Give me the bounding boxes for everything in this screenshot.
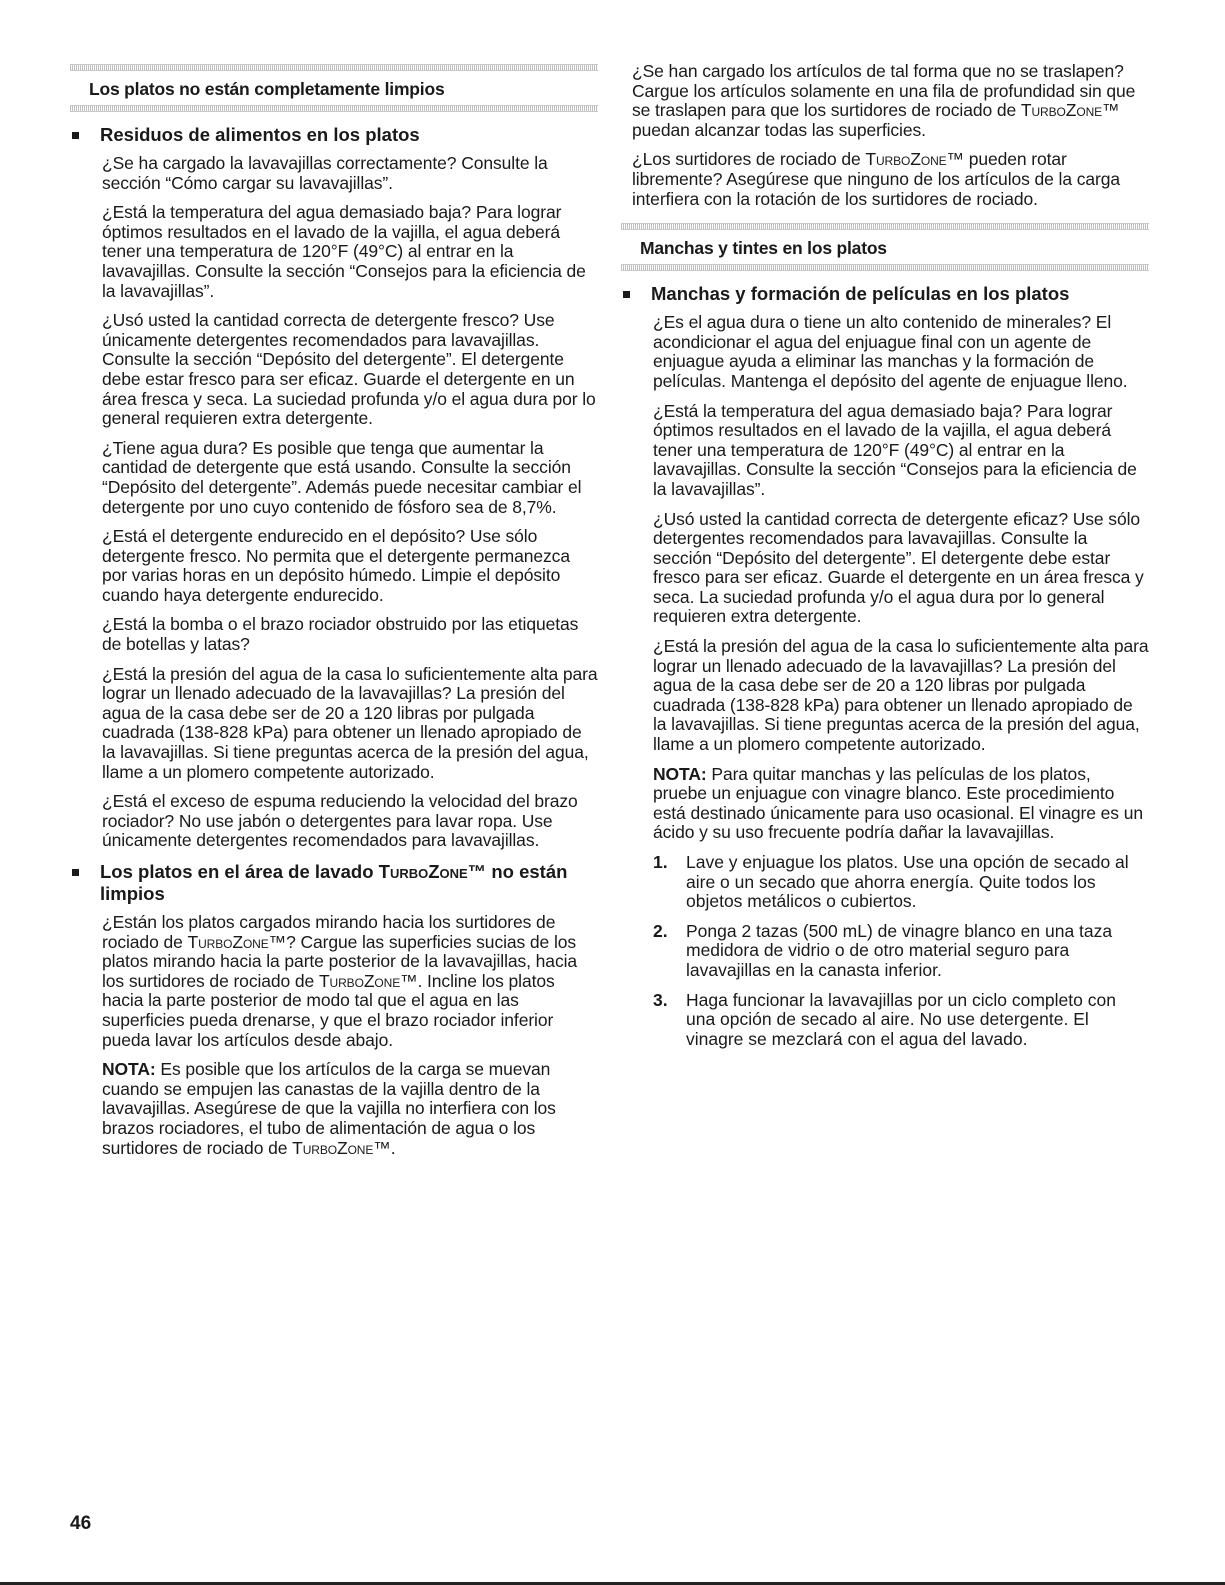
step-item	[653, 991, 1149, 1050]
note-label: NOTA:	[102, 1059, 156, 1080]
brand-name: TurboZone™	[292, 1137, 391, 1158]
step-item	[653, 853, 1149, 912]
section-not-clean	[70, 64, 598, 112]
text-run: . Incline los platos hacia la parte posterior de modo tal que el agua en las superficies pueda drenarse, y que el brazo rociador inferior pueda lavar los artículos desde abajo.	[102, 970, 555, 1050]
section-rule-top	[70, 64, 598, 71]
section-rule-top	[621, 223, 1149, 230]
paragraph: ¿Es el agua dura o tiene un alto contenido de minerales? El acondicionar el agua del enjuague final con un agente de enjuague ayuda a eliminar las manchas y la formación de películas. Mantenga el depósito del agente de enjuague lleno.	[653, 312, 1128, 391]
paragraph	[102, 913, 598, 1050]
text-run: Es posible que los artículos de la carga se muevan cuando se empujen las canastas de la vajilla dentro de la lavavajillas. Asegúrese de que la vajilla no interfiera con los brazos rociadores, el tubo de alimentación de agua o los surtidores de rociado de	[102, 1059, 556, 1158]
right-column	[621, 62, 1149, 1059]
section-title: Manchas y tintes en los platos	[640, 238, 887, 259]
step-text: Haga funcionar la lavavajillas por un ciclo completo con una opción de secado al aire. No use detergente. El vinagre se mezclará con el agua del lavado.	[686, 989, 1116, 1049]
brand-name: TurboZone™	[318, 970, 418, 991]
paragraph: ¿Usó usted la cantidad correcta de detergente eficaz? Use sólo detergentes recomendados para lavavajillas. Consulte la sección “Depósito del detergente”. El detergente debe estar fresco para ser eficaz. Guarde el detergente en un área fresca y seca. La suciedad profunda y/o el agua dura por lo general requieren extra detergente.	[653, 508, 1144, 627]
text-run: ¿Se han cargado los artículos de tal forma que no se traslapen? Cargue los artículos solamente en una fila de profundidad sin que se traslapen para que los surtidores de rociado de	[632, 61, 1136, 121]
text-run: Para quitar manchas y las películas de los platos, pruebe un enjuague con vinagre blanco. Este procedimiento está destinado únicamente para uso ocasional. El vinagre es un ácido y su uso frecuente podría dañar la lavavajillas.	[653, 763, 1143, 843]
text-run: .	[390, 1137, 396, 1158]
paragraph: ¿Se ha cargado la lavavajillas correctamente? Consulte la sección “Cómo cargar su lavavajillas”.	[102, 153, 548, 193]
page-number: 46	[70, 1513, 92, 1534]
brand-name: TurboZone™	[378, 861, 487, 882]
paragraph: ¿Tiene agua dura? Es posible que tenga que aumentar la cantidad de detergente que está usando. Consulte la sección “Depósito del detergente”. Además puede necesitar cambiar el detergente por uno cuyo contenido de fósforo sea de 8,7%.	[102, 437, 582, 517]
paragraph: ¿Está el exceso de espuma reduciendo la velocidad del brazo rociador? No use jabón o detergentes para lavar ropa. Use únicamente detergentes recomendados para lavavajillas.	[102, 791, 578, 851]
text-run: pueden rotar libremente? Asegúrese que ninguno de los artículos de la carga interfiera con la rotación de los surtidores de rociado.	[632, 149, 1121, 209]
brand-name: TurboZone™	[187, 931, 287, 952]
section-title: Los platos no están completamente limpios	[89, 79, 445, 99]
step-item	[653, 922, 1149, 981]
paragraph: ¿Está el detergente endurecido en el depósito? Use sólo detergente fresco. No permita que el detergente permanezca por varias horas en un depósito húmedo. Limpie el depósito cuando haya detergente endurecido.	[102, 526, 570, 605]
step-text: Lave y enjuague los platos. Use una opción de secado al aire o un secado que ahorra energía. Quite todos los objetos metálicos o cubiertos.	[686, 852, 1129, 912]
text-run: ? Cargue las superficies sucias de los platos mirando hacia la parte posterior de la lavavajillas, hacia los surtidores de rociado de	[102, 931, 578, 991]
paragraph	[632, 62, 1149, 140]
heading-text: no están limpios	[100, 861, 568, 904]
text-run: ¿Los surtidores de rociado de	[632, 149, 866, 170]
paragraph: ¿Está la presión del agua de la casa lo suficientemente alta para lograr un llenado adecuado de la lavavajillas? La presión del agua de la casa debe ser de 20 a 120 libras por pulgada cuadrada (138-828 kPa) para obtener un llenado apropiado de la lavavajillas. Si tiene preguntas acerca de la presión del agua, llame a un plomero competente autorizado.	[102, 663, 598, 782]
bullet-heading-turbozone	[70, 861, 598, 905]
note-paragraph	[102, 1060, 598, 1158]
paragraph: ¿Usó usted la cantidad correcta de detergente fresco? Use únicamente detergentes recomendados para lavavajillas. Consulte la sección “Depósito del detergente”. El detergente debe estar fresco para ser eficaz. Guarde el detergente en un área fresca y seca. La suciedad profunda y/o el agua dura por lo general requieren extra detergente.	[102, 310, 596, 429]
paragraph	[632, 150, 1149, 209]
paragraph: ¿Está la presión del agua de la casa lo suficientemente alta para lograr un llenado adecuado de la lavavajillas? La presión del agua de la casa debe ser de 20 a 120 libras por pulgada cuadrada (138-828 kPa) para obtener un llenado apropiado de la lavavajillas. Si tiene preguntas acerca de la presión del agua, llame a un plomero competente autorizado.	[653, 636, 1149, 755]
step-number: 2.	[653, 920, 668, 941]
step-number: 1.	[653, 852, 668, 872]
step-text: Ponga 2 tazas (500 mL) de vinagre blanco en una taza medidora de vidrio o de otro material seguro para lavavajillas en la canasta inferior.	[686, 920, 1113, 980]
section-rule-bottom	[70, 105, 598, 112]
bullet-heading-food-residue: Residuos de alimentos en los platos	[70, 124, 598, 146]
section-spots-stains	[621, 223, 1149, 271]
paragraph: ¿Está la bomba o el brazo rociador obstruido por las etiquetas de botellas y latas?	[102, 614, 579, 655]
note-label: NOTA:	[653, 763, 707, 784]
section-rule-bottom	[621, 264, 1149, 271]
text-run: ¿Están los platos cargados mirando hacia los surtidores de rociado de	[102, 912, 556, 952]
bullet-heading-spots-film: Manchas y formación de películas en los platos	[621, 283, 1149, 305]
paragraph: ¿Está la temperatura del agua demasiado baja? Para lograr óptimos resultados en el lavado de la vajilla, el agua deberá tener una temperatura de 120°F (49°C) al entrar en la lavavajillas. Consulte la sección “Consejos para la eficiencia de la lavavajillas”.	[653, 400, 1137, 499]
step-number: 3.	[653, 989, 668, 1010]
paragraph: ¿Está la temperatura del agua demasiado baja? Para lograr óptimos resultados en el lavado de la vajilla, el agua deberá tener una temperatura de 120°F (49°C) al entrar en la lavavajillas. Consulte la sección “Consejos para la eficiencia de la lavavajillas”.	[102, 202, 586, 301]
note-paragraph	[653, 765, 1149, 843]
left-column	[70, 64, 598, 1168]
heading-text: Los platos en el área de lavado	[100, 861, 379, 882]
brand-name: TurboZone™	[865, 149, 964, 170]
brand-name: TurboZone™	[1020, 100, 1120, 121]
text-run: puedan alcanzar todas las superficies.	[632, 119, 926, 140]
